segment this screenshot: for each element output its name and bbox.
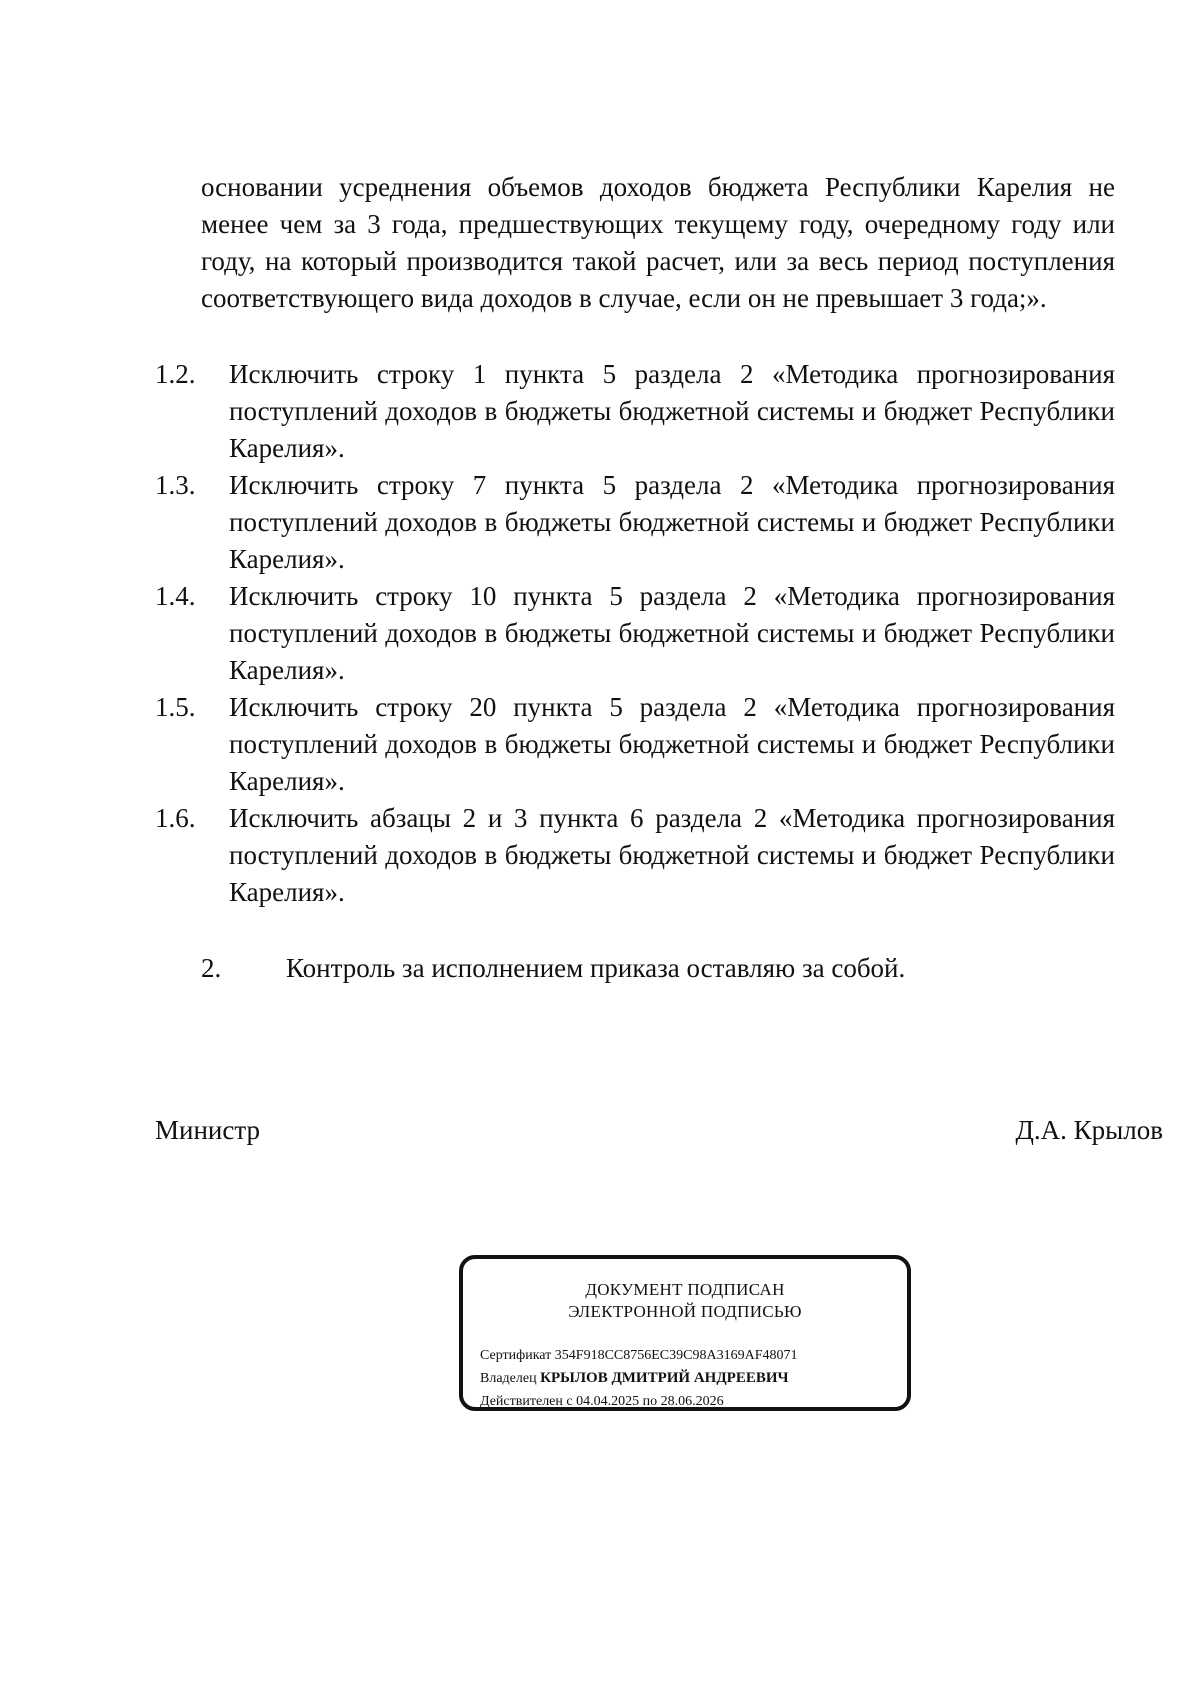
stamp-title xyxy=(463,1279,907,1323)
stamp-owner xyxy=(480,1367,797,1390)
item-text: Исключить абзацы 2 и 3 пункта 6 раздела 2 «Методика прогнозирования поступлений доходов в бюджеты бюджетной системы и бюджет Республики Карелия». xyxy=(229,803,1115,907)
point-2 xyxy=(201,950,1115,987)
valid-from: 04.04.2025 xyxy=(576,1394,640,1409)
item-text: Исключить строку 7 пункта 5 раздела 2 «Методика прогнозирования поступлений доходов в бюджеты бюджетной системы и бюджет Республики Карелия». xyxy=(229,470,1115,574)
stamp-certificate xyxy=(480,1344,797,1367)
owner-value: КРЫЛОВ ДМИТРИЙ АНДРЕЕВИЧ xyxy=(540,1370,789,1386)
signer-name: Д.А. Крылов xyxy=(1015,1115,1163,1145)
amendment-list xyxy=(155,356,1115,911)
owner-label: Владелец xyxy=(480,1371,537,1386)
signer-position: Министр xyxy=(155,1115,260,1145)
signature-row xyxy=(155,1112,1163,1149)
list-item xyxy=(155,356,1115,467)
point-2-number: 2. xyxy=(201,953,222,983)
item-number: 1.6. xyxy=(155,803,196,833)
stamp-title-line: ДОКУМЕНТ ПОДПИСАН xyxy=(585,1280,785,1299)
list-item xyxy=(155,578,1115,689)
point-2-text: Контроль за исполнением приказа оставляю за собой. xyxy=(286,953,906,983)
valid-to: 28.06.2026 xyxy=(660,1394,724,1409)
valid-from-label: с xyxy=(566,1394,573,1409)
item-text: Исключить строку 1 пункта 5 раздела 2 «Методика прогнозирования поступлений доходов в бюджеты бюджетной системы и бюджет Республики Карелия». xyxy=(229,359,1115,463)
stamp-validity xyxy=(480,1390,797,1413)
cert-value: 354F918CC8756EC39C98A3169AF48071 xyxy=(554,1348,798,1363)
item-text: Исключить строку 10 пункта 5 раздела 2 «Методика прогнозирования поступлений доходов в бюджеты бюджетной системы и бюджет Республики Карелия». xyxy=(229,581,1115,685)
item-number: 1.3. xyxy=(155,470,196,500)
valid-to-label: по xyxy=(642,1394,658,1409)
item-number: 1.2. xyxy=(155,359,196,389)
item-text: Исключить строку 20 пункта 5 раздела 2 «Методика прогнозирования поступлений доходов в бюджеты бюджетной системы и бюджет Республики Карелия». xyxy=(229,692,1115,796)
list-item xyxy=(155,689,1115,800)
item-number: 1.5. xyxy=(155,692,196,722)
stamp-details xyxy=(480,1344,797,1413)
item-number: 1.4. xyxy=(155,581,196,611)
electronic-signature-stamp xyxy=(459,1255,911,1411)
continuation-paragraph: основании усреднения объемов доходов бюджета Республики Карелия не менее чем за 3 года, предшествующих текущему году, очередному году или году, на который производится такой расчет, или за весь период поступления соответствующего вида доходов в случае, если он не превышает 3 года;». xyxy=(201,172,1115,313)
list-item xyxy=(155,467,1115,578)
valid-label: Действителен xyxy=(480,1394,563,1409)
stamp-title-line: ЭЛЕКТРОННОЙ ПОДПИСЬЮ xyxy=(568,1302,802,1321)
list-item xyxy=(155,800,1115,911)
cert-label: Сертификат xyxy=(480,1348,552,1363)
